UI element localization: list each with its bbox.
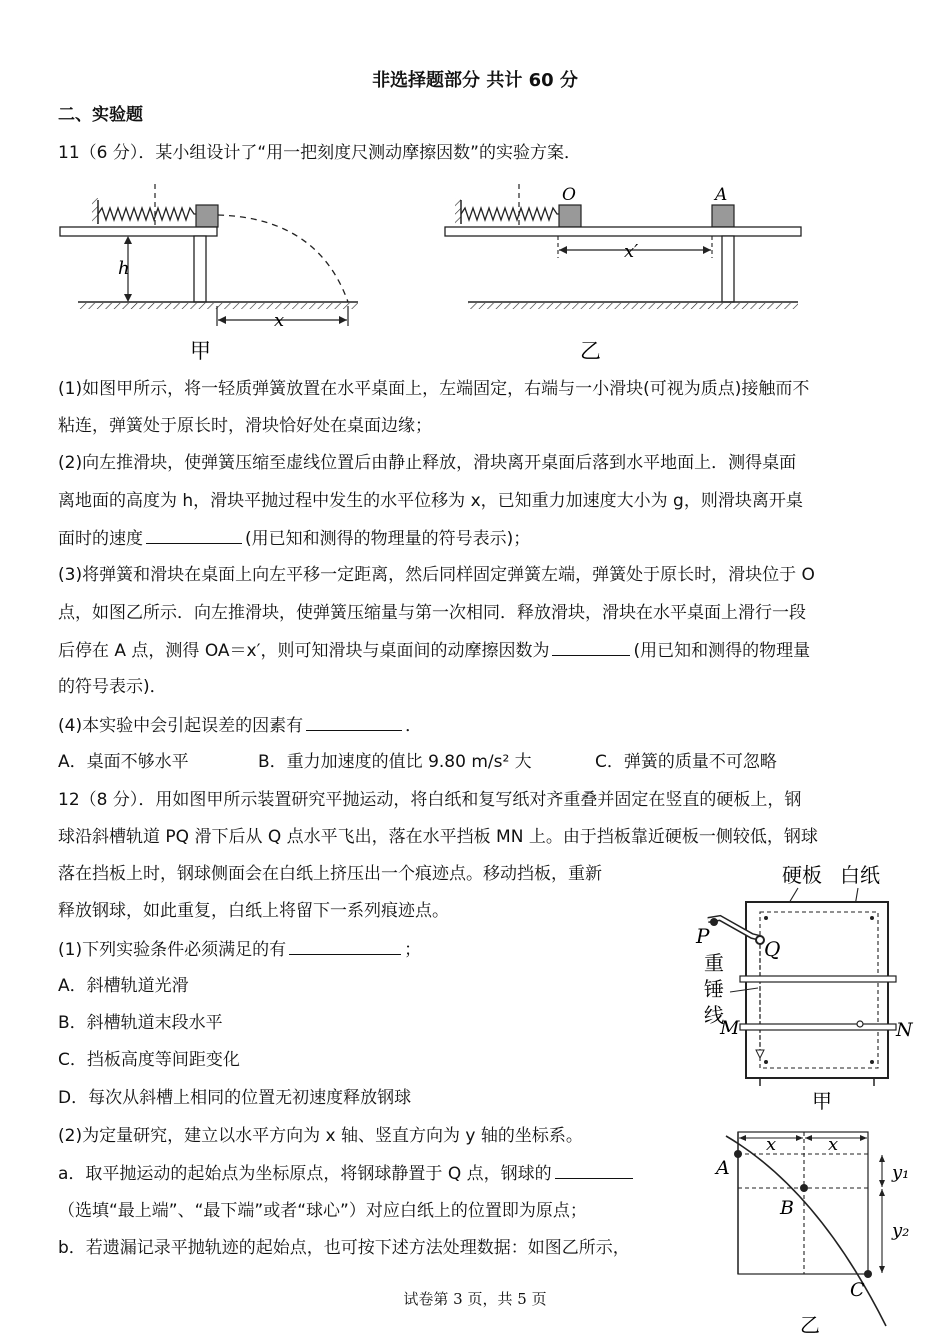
figure-jia-label-q12: 甲 [812,1089,832,1113]
q12-line2: 球沿斜槽轨道 PQ 滑下后从 Q 点水平飞出，落在水平挡板 MN 上。由于挡板靠近硬板一侧较低，钢球 [58,827,818,847]
label-point-B: B [780,1197,794,1219]
q11-p4 [58,714,422,737]
label-y2: y₂ [892,1220,910,1241]
q11-stem: 11（6 分）．某小组设计了“用一把刻度尺测动摩擦因数”的实验方案． [58,143,581,163]
page-footer: 试卷第 3 页，共 5 页 [403,1290,547,1308]
label-point-A: A [716,1157,730,1179]
q12-line4: 释放钢球，如此重复，白纸上将留下一系列痕迹点。 [58,901,449,921]
label-plumb-2: 锤 [704,977,724,1001]
label-point-C: C [850,1279,865,1301]
figure-yi [445,184,801,363]
q12-pb: b．若遗漏记录平抛轨迹的起始点，也可按下述方法处理数据：如图乙所示， [58,1238,630,1258]
q12-option-b: B．斜槽轨道末段水平 [58,1013,223,1033]
q11-p1-line2: 粘连，弹簧处于原长时，滑块恰好处在桌面边缘； [58,416,432,436]
label-h: h [118,258,130,279]
q12-line3: 落在挡板上时，钢球侧面会在白纸上挤压出一个痕迹点。移动挡板，重新 [58,864,602,884]
label-O: O [562,185,576,205]
figure-yi-label: 乙 [580,339,601,363]
q11-p3-line3-a: 后停在 A 点，测得 OA＝x′，则可知滑块与桌面间的动摩擦因数为 [58,641,550,661]
label-x1: x [766,1134,777,1155]
label-x: x [274,310,285,331]
answer-blank-error[interactable] [306,714,402,731]
part-heading: 二、实验题 [58,105,143,125]
q11-p3-line2: 点，如图乙所示．向左推滑块，使弹簧压缩量与第一次相同．释放滑块，滑块在水平桌面上滑行一段 [58,603,806,623]
q12-p2: (2)为定量研究，建立以水平方向为 x 轴、竖直方向为 y 轴的坐标系。 [58,1126,583,1146]
q12-option-a: A．斜槽轨道光滑 [58,976,189,996]
label-hardboard: 硬板 [782,863,822,887]
label-M: M [720,1017,740,1039]
label-Q: Q [764,937,781,961]
answer-blank-origin[interactable] [555,1162,633,1179]
q12-pa-line1 [58,1162,636,1185]
q11-p2-line3-b: (用已知和测得的物理量的符号表示)； [245,529,531,549]
q11-p2-line2: 离地面的高度为 h，滑块平抛过程中发生的水平位移为 x，已知重力加速度大小为 g，则滑块离开桌 [58,491,803,511]
q11-p2-line3 [58,527,530,550]
q12-option-c: C．挡板高度等间距变化 [58,1050,240,1070]
q11-p4-a: (4)本实验中会引起误差的因素有 [58,716,304,736]
q11-option-b: B．重力加速度的值比 9.80 m/s² 大 [258,752,532,772]
q12-p1-b: ； [404,940,422,960]
label-x-prime: x′ [624,241,639,262]
label-x2: x [828,1134,839,1155]
q11-p3-line3 [58,639,810,662]
q12-figure-jia [690,858,930,1118]
q11-p3-line4: 的符号表示)． [58,677,167,697]
label-A: A [715,185,728,205]
q11-p2-line1: (2)向左推滑块，使弹簧压缩至虚线位置后由静止释放，滑块离开桌面后落到水平地面上．测得桌面 [58,453,797,473]
q11-option-a: A．桌面不够水平 [58,752,189,772]
figure-jia [60,184,358,363]
answer-blank-friction[interactable] [552,639,630,656]
label-P: P [696,924,710,948]
label-plumb-1: 重 [704,951,724,975]
section-title: 非选择题部分 共计 60 分 [372,70,578,91]
q11-p3-line3-b: (用已知和测得的物理量 [633,641,811,661]
q11-p1-line1: (1)如图甲所示，将一轻质弹簧放置在水平桌面上，左端固定，右端与一小滑块(可视为质点)接触而不 [58,379,810,399]
figure-yi-label-q12: 乙 [800,1313,820,1337]
q11-p2-line3-a: 面时的速度 [58,529,143,549]
q12-option-d: D．每次从斜槽上相同的位置无初速度释放钢球 [58,1088,412,1108]
label-whitepaper: 白纸 [840,863,880,887]
label-N: N [896,1019,913,1041]
q12-line1: 12（8 分）．用如图甲所示装置研究平抛运动，将白纸和复写纸对齐重叠并固定在竖直的硬板上，钢 [58,790,802,810]
q12-p1 [58,938,421,961]
q12-pa-line2: （选填“最上端”、“最下端”或者“球心”）对应白纸上的位置即为原点； [58,1201,587,1221]
figure-jia-label: 甲 [190,339,211,363]
label-y1: y₁ [892,1162,910,1183]
label-plumb-3: 线 [704,1003,724,1027]
q11-p3-line1: (3)将弹簧和滑块在桌面上向左平移一定距离，然后同样固定弹簧左端，弹簧处于原长时，滑块位于 O [58,565,815,585]
q11-p4-b: ． [405,716,423,736]
answer-blank-velocity[interactable] [146,527,242,544]
q12-p1-a: (1)下列实验条件必须满足的有 [58,940,287,960]
q12-pa-a: a．取平抛运动的起始点为坐标原点，将钢球静置于 Q 点，钢球的 [58,1164,552,1184]
q11-option-c: C．弹簧的质量不可忽略 [595,752,777,772]
q11-figures [58,178,818,368]
answer-blank-conditions[interactable] [289,938,401,955]
